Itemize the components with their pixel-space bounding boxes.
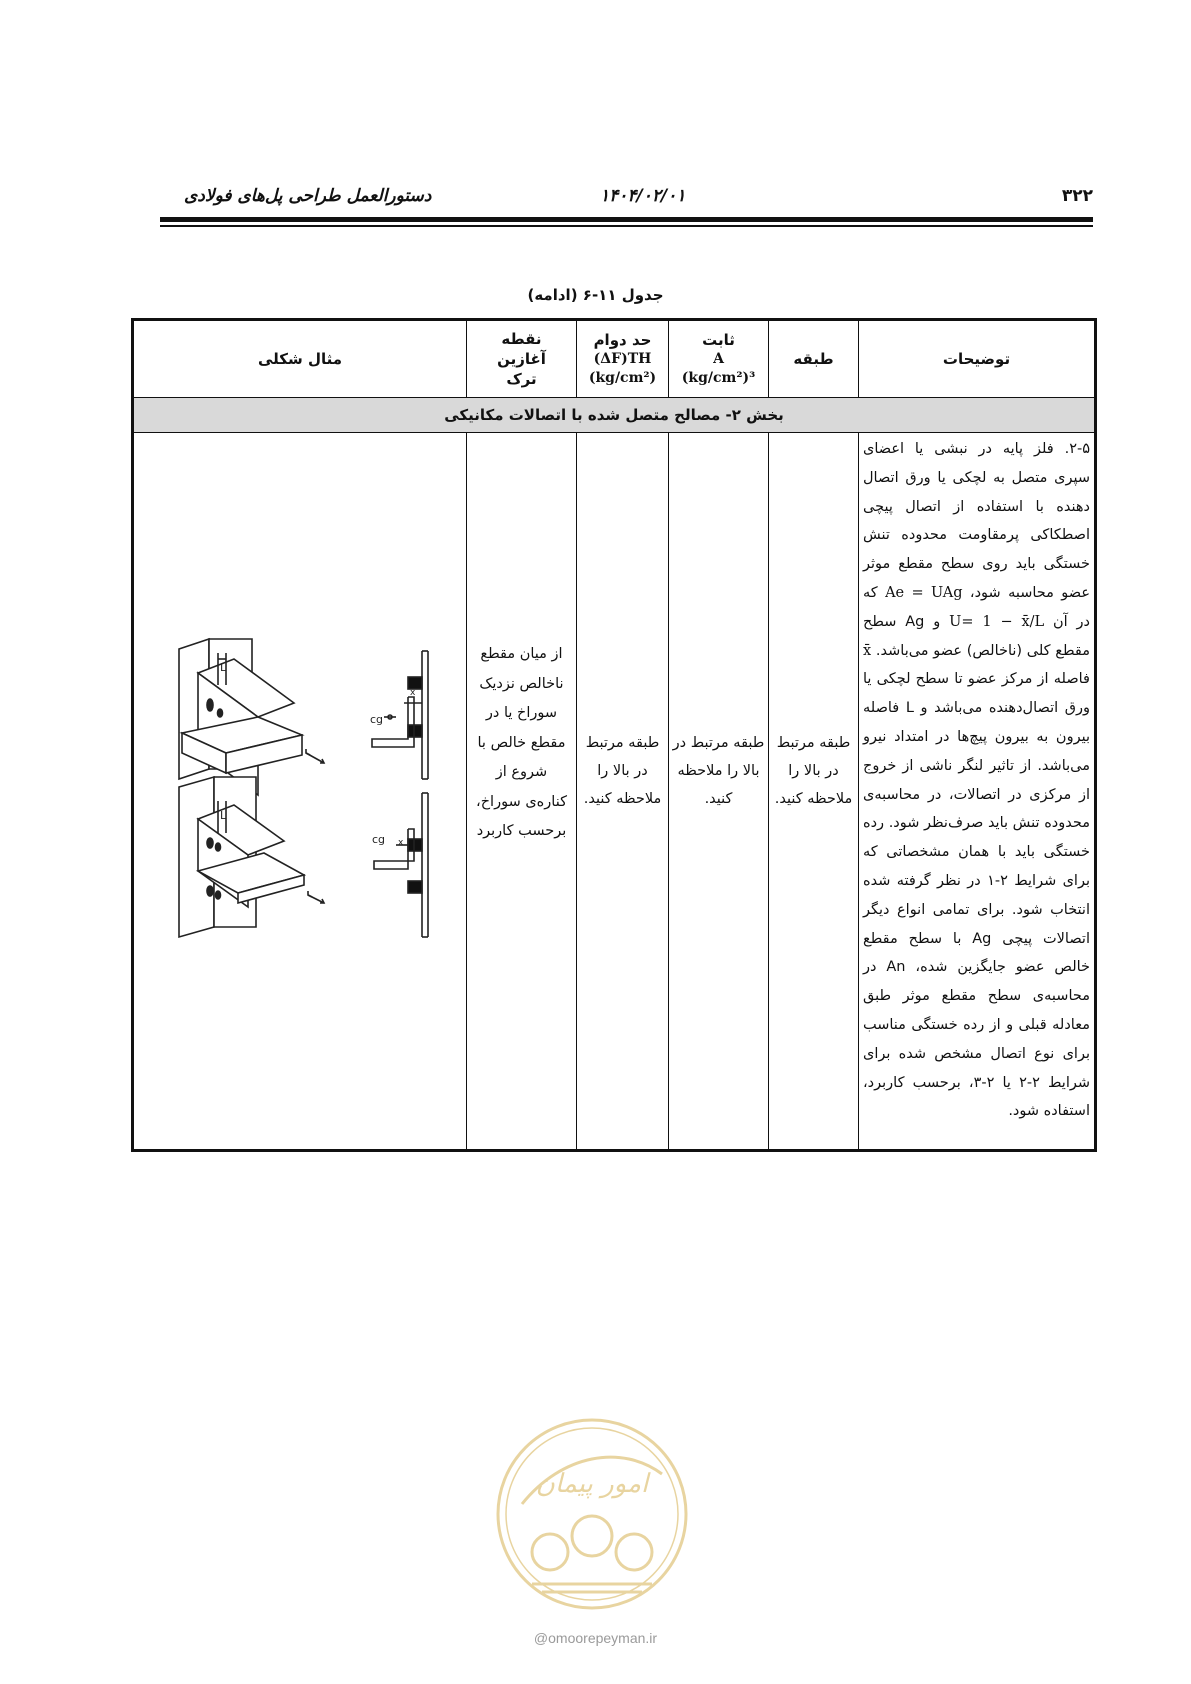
table-header-row <box>133 320 1096 398</box>
threshold-label: حد دوام <box>593 330 652 349</box>
constant-symbol: A <box>713 351 724 368</box>
threshold-text: طبقه مرتبط در بالا را ملاحظه کنید. <box>583 735 662 807</box>
description-part-4: فاصله از مرکز عضو تا سطح لچکی یا ورق اتصال‌دهنده می‌باشد و L فاصله بیرون به بیرون پیچ‌ها در امتداد نیرو می‌باشد. از تاثیر لنگر ناشی از خروج از مرکزی در اتصالات، در محاسبه‌ی محدوده تنش باید صرف‌نظر شود. رده خستگی باید با همان مشخصاتی که برای شرایط ۲-۱ در نظر گرفته شده انتخاب شود. برای تمامی انواع دیگر اتصالات پیچی Ag با سطح مقطع خالص عضو جایگزین شده، An در محاسبه‌ی سطح مقطع موثر طبق معادله قبلی و از رده خستگی مناسب برای نوع اتصال مشخص شده برای شرایط ۲-۲ یا ۲-۳، برحسب کاربرد، استفاده شود. <box>863 671 1090 1120</box>
constant-label: ثابت <box>702 330 735 349</box>
label-cg-bottom: cg <box>372 833 386 846</box>
figure-cell <box>133 433 467 1151</box>
threshold-cell <box>577 433 669 1151</box>
label-L-bottom: L <box>220 809 227 822</box>
seal-text: امور پیمان <box>535 1469 649 1499</box>
section-title: بخش ۲- مصالح متصل شده با اتصالات مکانیکی <box>133 398 1096 433</box>
label-cg-top: cg <box>370 713 384 726</box>
threshold-unit: (kg/cm²) <box>588 370 657 387</box>
description-part-3: و Ag سطح مقطع کلی (ناخالص) عضو می‌باشد. <box>863 613 1090 659</box>
header-rule <box>160 217 1093 222</box>
symbol-xbar: x̄ <box>863 642 872 659</box>
header-title: دستورالعمل طراحی پل‌های فولادی <box>184 186 432 206</box>
watermark-site: @omoorepeyman.ir <box>533 1630 658 1646</box>
page-number: ۳۲۲ <box>1061 186 1093 206</box>
col-header-threshold <box>577 320 669 398</box>
section-row <box>133 398 1096 433</box>
section-view-bottom-icon <box>374 793 428 937</box>
threshold-symbol: (ΔF)TH <box>593 351 652 368</box>
page-header <box>160 186 1093 210</box>
category-text: طبقه مرتبط در بالا را ملاحظه کنید. <box>774 735 853 807</box>
label-L-top: L <box>220 661 227 674</box>
constant-unit: (kg/cm²)³ <box>681 370 756 387</box>
col-header-crack-origin: نقطه آغازین ترک <box>467 320 577 398</box>
description-cell <box>859 433 1096 1151</box>
col-header-constant <box>669 320 769 398</box>
watermark-seal-icon <box>492 1414 692 1614</box>
constant-text: طبقه مرتبط در بالا را ملاحظه کنید. <box>672 735 765 807</box>
category-cell <box>769 433 859 1151</box>
header-date: ۱۴۰۴/۰۲/۰۱ <box>600 186 686 206</box>
angle-connection-bottom-icon <box>179 777 324 937</box>
constant-cell <box>669 433 769 1151</box>
angle-connection-top-icon <box>179 639 324 795</box>
description-part-2: که در آن <box>863 584 1090 630</box>
col-header-category: طبقه <box>769 320 859 398</box>
crack-origin-text: از میان مقطع ناخالص نزدیک سوراخ یا در مقطع خالص با شروع از کناره‌ی سوراخ، برحسب کاربرد <box>476 646 567 839</box>
crack-origin-cell <box>467 433 577 1151</box>
description-part-1: ۲-۵. فلز پایه در نبشی یا اعضای سپری متصل به لچکی یا ورق اتصال دهنده با استفاده از اتصال پیچی اصطکاکی پرمقاومت محدوده تنش خستگی باید روی سطح مقطع موثر عضو محاسبه شود، <box>863 441 1091 601</box>
fatigue-table <box>131 318 1097 1152</box>
equation-u: U= 1 − x̄/L <box>949 613 1045 630</box>
description-text <box>859 433 1094 1126</box>
table-row <box>133 433 1096 1151</box>
header-rule-thin <box>160 225 1093 227</box>
label-x-top: x <box>410 688 416 698</box>
col-header-description: توضیحات <box>859 320 1096 398</box>
equation-ae: Ae = UAg <box>885 584 963 601</box>
table-caption: جدول ۱۱-۶ (ادامه) <box>527 286 664 304</box>
connection-figure <box>134 433 468 1149</box>
col-header-example: مثال شکلی <box>133 320 467 398</box>
label-x-bottom: x <box>398 838 404 848</box>
